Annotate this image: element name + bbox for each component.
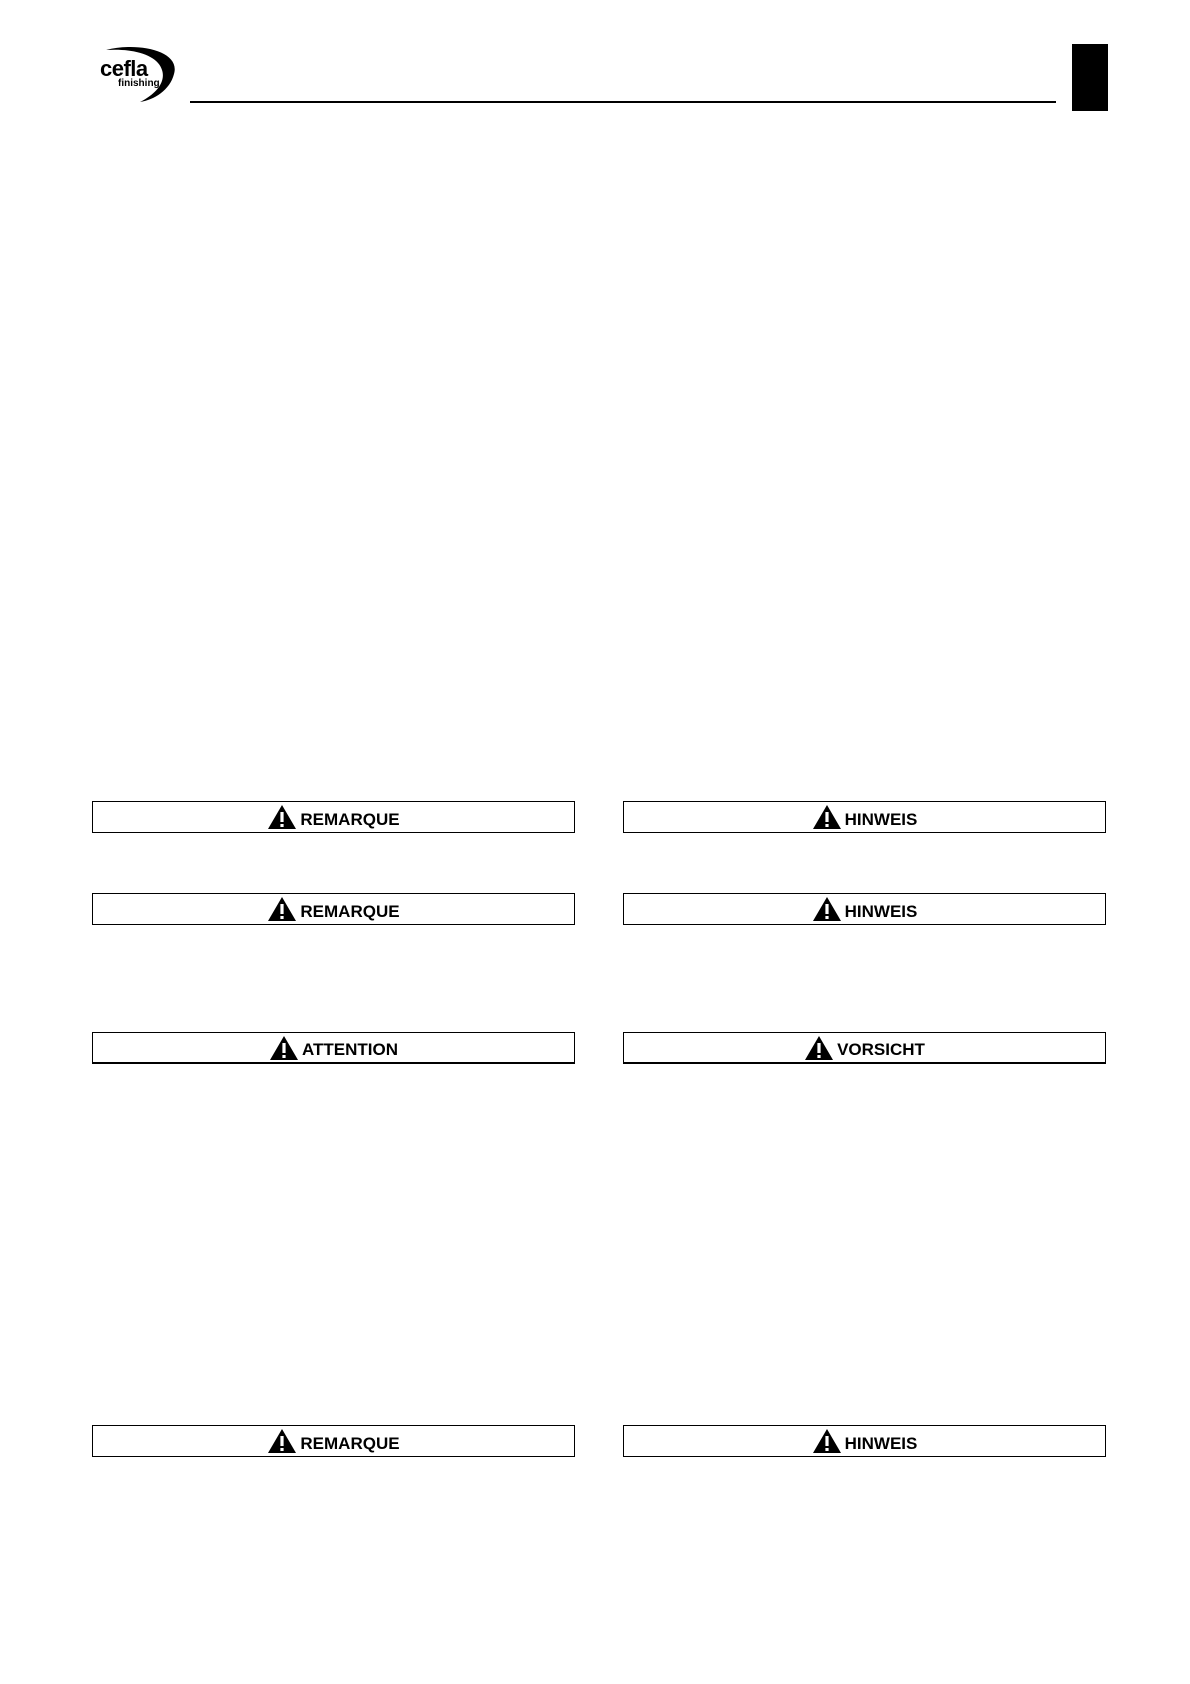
- notice-box-remarque: [92, 893, 575, 925]
- warning-triangle-icon: [267, 804, 297, 830]
- notice-label: HINWEIS: [844, 1433, 918, 1453]
- notice-label: HINWEIS: [844, 901, 918, 921]
- section-tab-marker: [1072, 44, 1108, 111]
- warning-triangle-icon: [812, 896, 842, 922]
- warning-triangle-icon: [267, 896, 297, 922]
- notice-box-attention: [92, 1032, 575, 1064]
- notice-box-vorsicht: [623, 1032, 1106, 1064]
- notice-label: ATTENTION: [301, 1040, 398, 1059]
- header-divider: [190, 101, 1056, 103]
- notice-box-hinweis: [623, 801, 1106, 833]
- notice-label: REMARQUE: [300, 809, 400, 829]
- notice-label: HINWEIS: [844, 809, 918, 829]
- logo-wordmark: cefla: [100, 56, 148, 81]
- notice-box-hinweis: [623, 1425, 1106, 1457]
- notice-label: REMARQUE: [300, 901, 400, 921]
- warning-triangle-icon: [267, 1428, 297, 1454]
- warning-triangle-icon: [812, 1428, 842, 1454]
- notice-label: REMARQUE: [300, 1433, 400, 1453]
- logo-subtitle: finishing: [118, 78, 160, 89]
- notice-box-remarque: [92, 801, 575, 833]
- notice-box-remarque: [92, 1425, 575, 1457]
- notice-label: VORSICHT: [837, 1040, 925, 1059]
- notice-box-hinweis: [623, 893, 1106, 925]
- warning-triangle-icon: [269, 1035, 299, 1061]
- warning-triangle-icon: [804, 1035, 834, 1061]
- cefla-logo: [96, 44, 178, 104]
- warning-triangle-icon: [812, 804, 842, 830]
